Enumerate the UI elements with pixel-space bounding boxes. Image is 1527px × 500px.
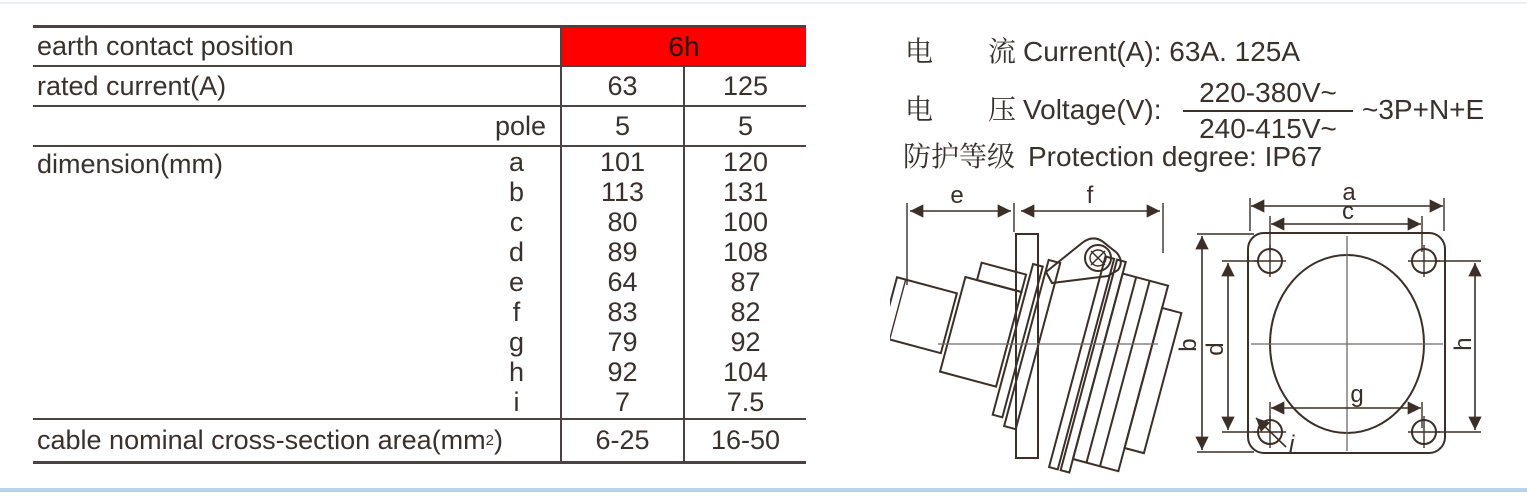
cable-entry-box — [890, 277, 957, 353]
dimension-label: dimension(mm) — [37, 149, 224, 179]
voltage-spec-label: Voltage(V): — [1023, 94, 1162, 125]
dimension-h-v125: 104 — [722, 357, 769, 388]
cable-area-label: cable nominal cross-section area(mm 2 ) — [37, 425, 504, 455]
screw-hole-bottom-right — [1408, 416, 1440, 448]
dimension-d-v125: 108 — [722, 236, 769, 267]
voltage-range-2: 240-415V~ — [1199, 113, 1337, 144]
dimension-i-v125: 7.5 — [726, 387, 765, 418]
pole-125: 5 — [683, 107, 806, 145]
current-spec-text: Current(A): 63A. 125A — [1023, 36, 1301, 67]
table-row-pole — [33, 107, 806, 147]
rated-current-63: 63 — [560, 67, 683, 105]
dimension-h-letter: h — [508, 357, 525, 388]
rated-current-label: rated current(A) — [37, 70, 227, 101]
dimension-b-v63: 113 — [600, 176, 645, 207]
dim-label-g: g — [1350, 381, 1364, 408]
voltage-phase-text: ~3P+N+E — [1362, 94, 1485, 125]
dimension-b-letter: b — [508, 176, 525, 207]
dim-label-a: a — [1342, 179, 1356, 206]
protection-zh-label: 防护等级 — [903, 141, 1016, 172]
dimension-e-v125: 87 — [730, 266, 761, 297]
front-view-drawing — [1175, 179, 1481, 458]
dim-label-h: h — [1450, 337, 1477, 351]
bottom-divider-line — [0, 488, 1527, 492]
voltage-zh-char-2: 压 — [988, 94, 1017, 125]
dimension-d-v63: 89 — [607, 236, 638, 267]
dimension-a-letter: a — [508, 146, 525, 177]
dimension-g-v125: 92 — [730, 327, 761, 358]
dimension-g-v63: 79 — [607, 327, 638, 358]
gasket-strip — [1049, 257, 1114, 470]
dimension-125-column — [683, 147, 806, 418]
technical-drawings — [890, 178, 1527, 500]
cable-area-63: 6-25 — [560, 420, 683, 461]
dimension-g-letter: g — [508, 327, 525, 358]
dimension-63-column — [560, 147, 683, 418]
dimension-c-letter: c — [509, 206, 524, 237]
dimension-b-v125: 131 — [722, 176, 769, 207]
dimension-f-v63: 83 — [607, 297, 638, 328]
table-row-cable-area — [33, 420, 806, 461]
dimension-i-letter: i — [513, 387, 520, 418]
dimension-e-letter: e — [508, 266, 525, 297]
dimension-e-v63: 64 — [607, 266, 638, 297]
table-row-rated-current — [33, 67, 806, 107]
side-view-drawing — [890, 182, 1190, 490]
cable-area-label-text: cable nominal cross-section area(mm — [37, 425, 486, 455]
voltage-fraction — [1183, 77, 1353, 145]
mounting-plate — [1016, 234, 1038, 458]
dim-label-e: e — [950, 182, 964, 209]
cable-area-125: 16-50 — [683, 420, 806, 461]
dimension-a-v63: 101 — [599, 146, 646, 177]
table-row-dimensions — [33, 147, 806, 420]
top-divider-line — [0, 2, 1527, 4]
dimension-i-v63: 7 — [614, 387, 631, 418]
pole-label: pole — [494, 110, 546, 141]
spec-table — [33, 25, 806, 464]
pole-63: 5 — [560, 107, 683, 145]
voltage-range-1: 220-380V~ — [1183, 77, 1353, 112]
screw-hole-top-right — [1408, 245, 1440, 277]
protection-spec-text: Protection degree: IP67 — [1028, 141, 1323, 172]
earth-contact-position-value: 6h — [560, 28, 806, 65]
dimension-c-v125: 100 — [722, 206, 769, 237]
dimension-f-v125: 82 — [730, 297, 761, 328]
dim-label-i: i — [1289, 431, 1295, 458]
earth-contact-position-label: earth contact position — [37, 31, 294, 61]
dim-label-c: c — [1342, 198, 1354, 225]
dim-label-f: f — [1086, 182, 1094, 209]
terminal-housing — [940, 277, 1021, 387]
cable-area-label-paren: ) — [494, 425, 504, 455]
dim-label-d: d — [1202, 342, 1229, 356]
dimension-h-v63: 92 — [607, 357, 638, 388]
current-zh-char-1: 电 — [905, 36, 934, 67]
rated-current-125: 125 — [683, 67, 806, 105]
current-zh-char-2: 流 — [988, 36, 1017, 67]
dimension-f-letter: f — [512, 297, 521, 328]
dimension-c-v63: 80 — [607, 206, 638, 237]
dimension-letter-column — [473, 147, 560, 418]
dimension-a-v125: 120 — [722, 146, 769, 177]
dimension-d-letter: d — [508, 236, 525, 267]
dim-label-b: b — [1175, 338, 1202, 352]
voltage-zh-char-1: 电 — [905, 94, 934, 125]
table-row-earth-contact — [33, 28, 806, 67]
